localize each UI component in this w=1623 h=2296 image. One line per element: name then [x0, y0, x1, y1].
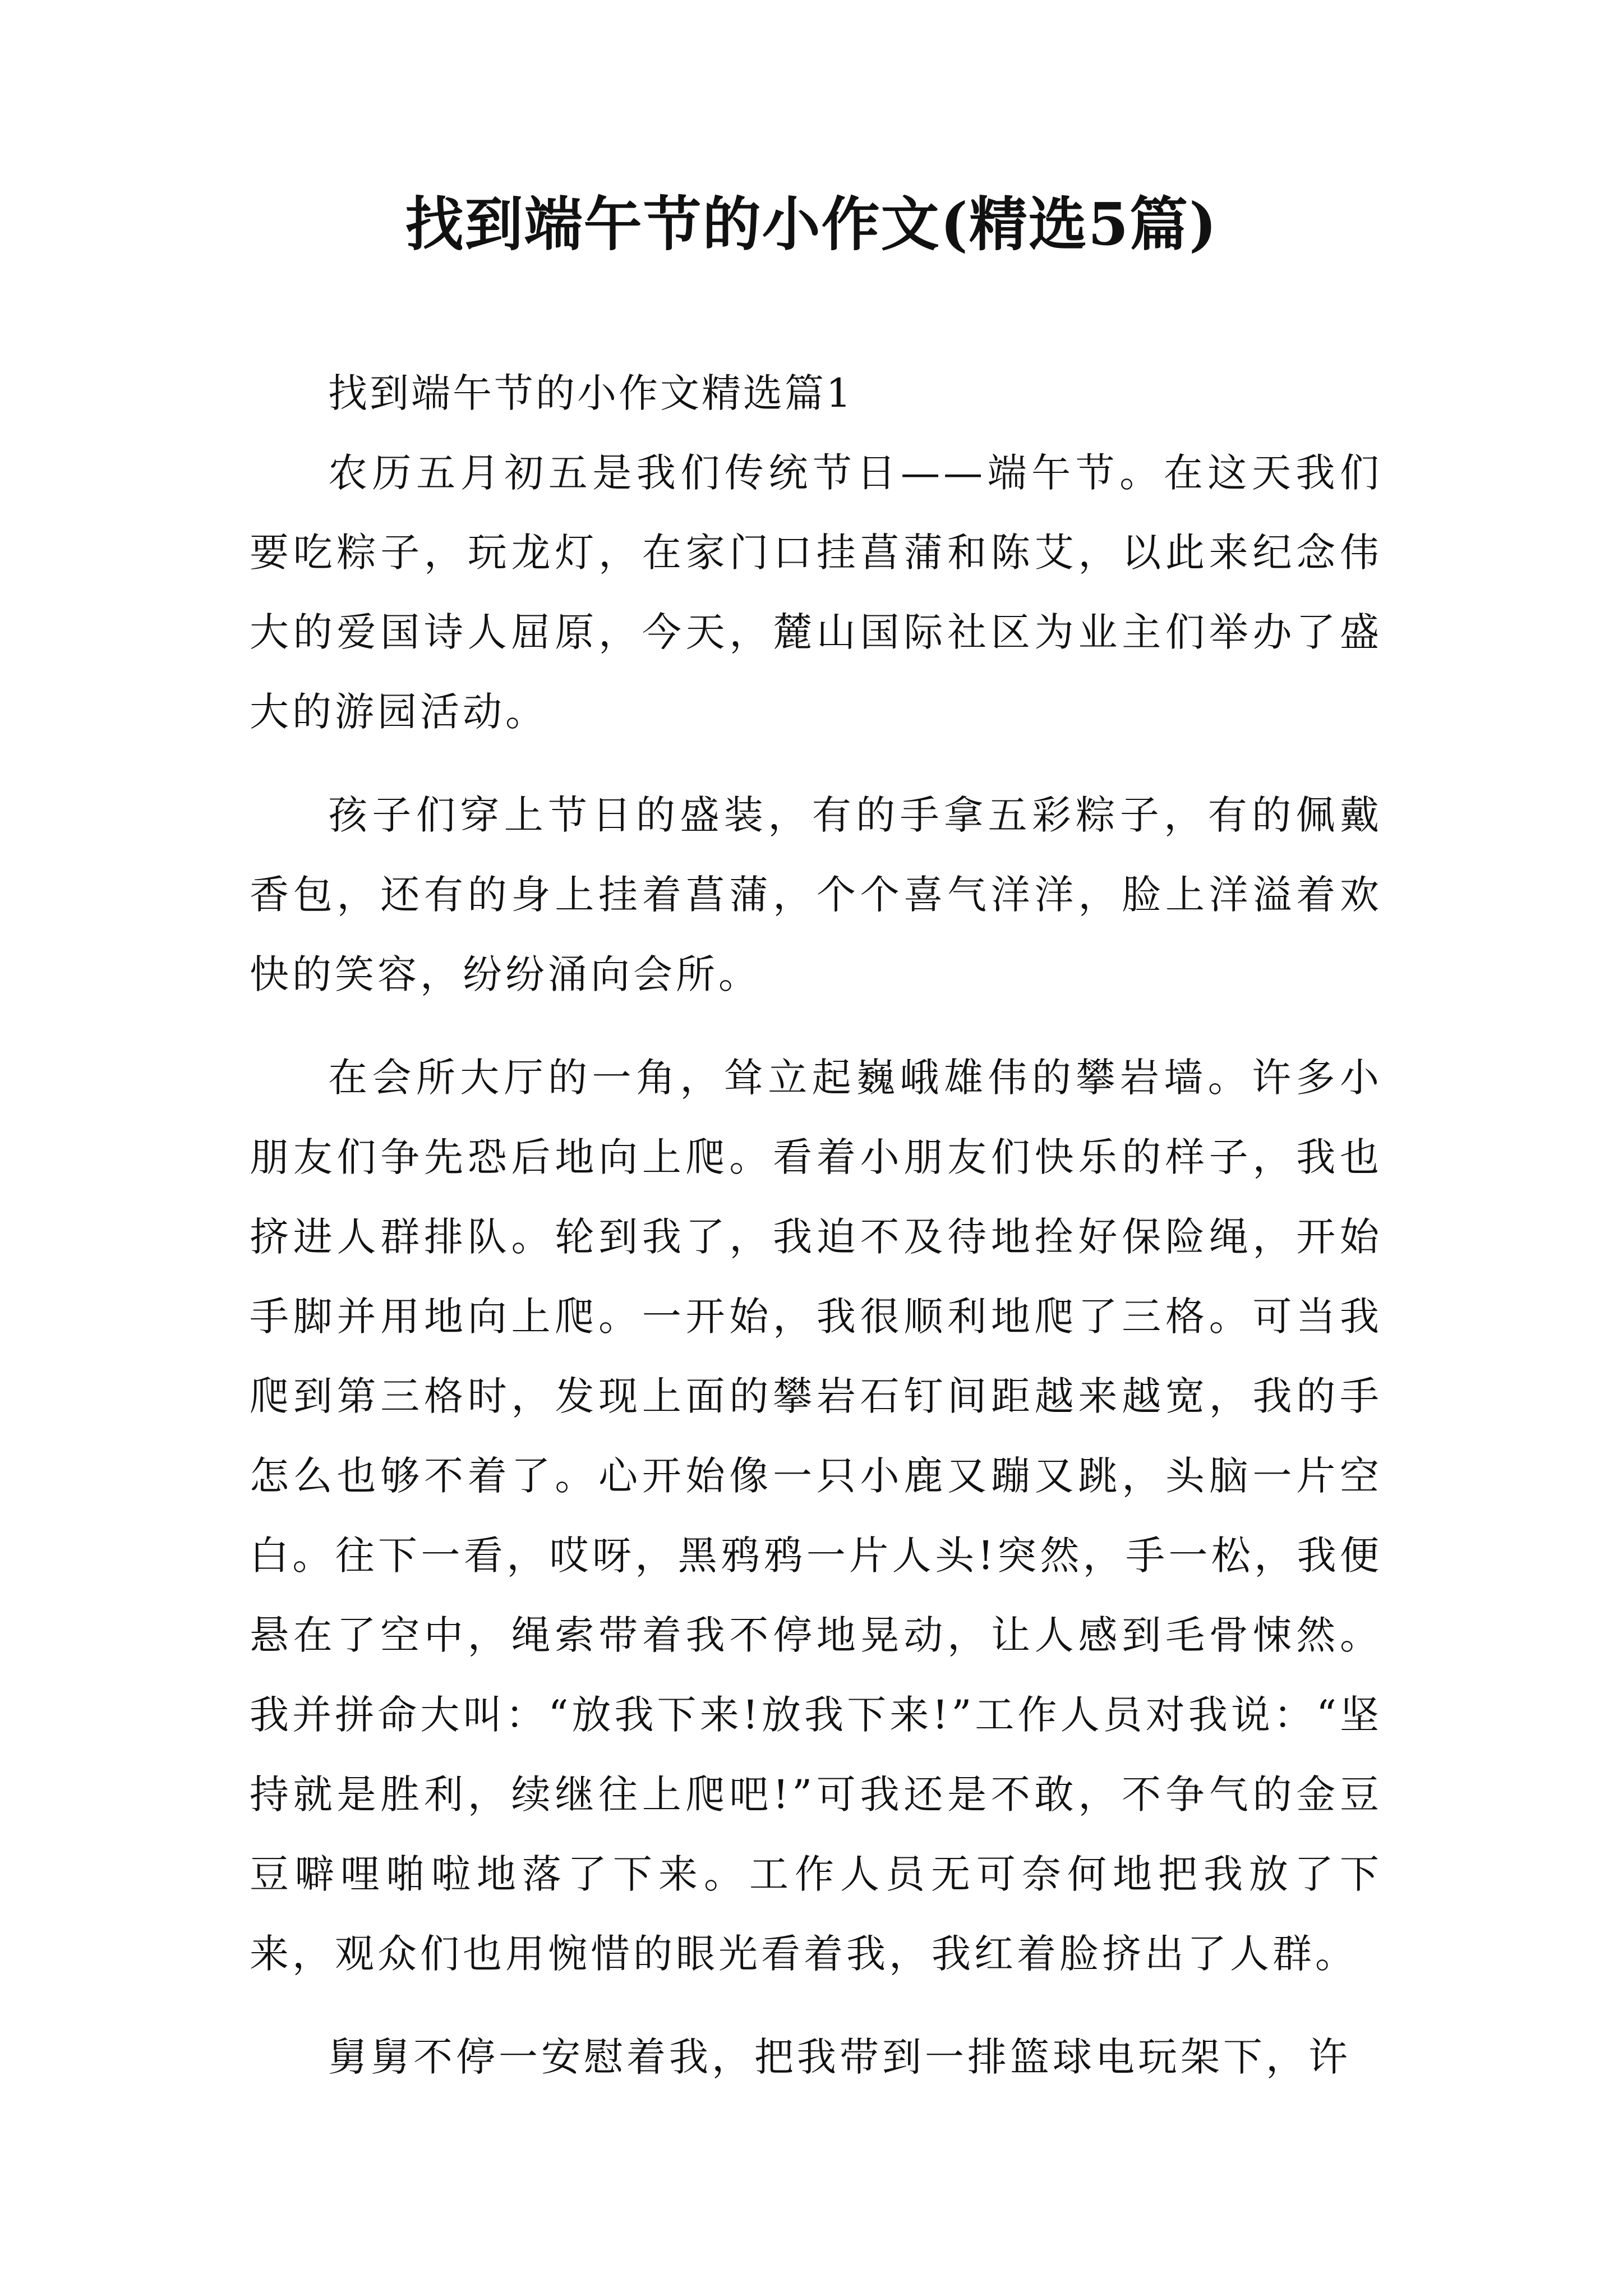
paragraph-2: 孩子们穿上节日的盛装，有的手拿五彩粽子，有的佩戴香包，还有的身上挂着菖蒲，个个喜气洋洋，脸上洋溢着欢快的笑容，纷纷涌向会所。: [250, 792, 1382, 997]
paragraph-3: 在会所大厅的一角，耸立起巍峨雄伟的攀岩墙。许多小朋友们争先恐后地向上爬。看着小朋友们快乐的样子，我也挤进人群排队。轮到我了，我迫不及待地拴好保险绳，开始手脚并用地向上爬。一开始，我很顺利地爬了三格。可当我爬到第三格时，发现上面的攀岩石钉间距越来越宽，我的手怎么也够不着了。心开始像一只小鹿又蹦又跳，头脑一片空白。往下一看，哎呀，黑鸦鸦一片人头!突然，手一松，我便悬在了空中，绳索带着我不停地晃动，让人感到毛骨悚然。我并拼命大叫：“放我下来!放我下来!”工作人员对我说：“坚持就是胜利，续继往上爬吧!”可我还是不敢，不争气的金豆豆噼哩啪啦地落了下来。工作人员无可奈何地把我放了下来，观众们也用惋惜的眼光看着我，我红着脸挤出了人群。: [250, 1055, 1382, 1977]
paragraph-1: 农历五月初五是我们传统节日——端午节。在这天我们要吃粽子，玩龙灯，在家门口挂菖蒲和陈艾，以此来纪念伟大的爱国诗人屈原，今天，麓山国际社区为业主们举办了盛大的游园活动。: [250, 450, 1382, 735]
document-body: [250, 353, 1382, 2120]
section-heading: 找到端午节的小作文精选篇1: [328, 370, 854, 416]
document-title: 找到端午节的小作文(精选5篇): [405, 190, 1218, 259]
paragraph-4: 舅舅不停一安慰着我，把我带到一排篮球电玩架下，许: [328, 2034, 1351, 2080]
